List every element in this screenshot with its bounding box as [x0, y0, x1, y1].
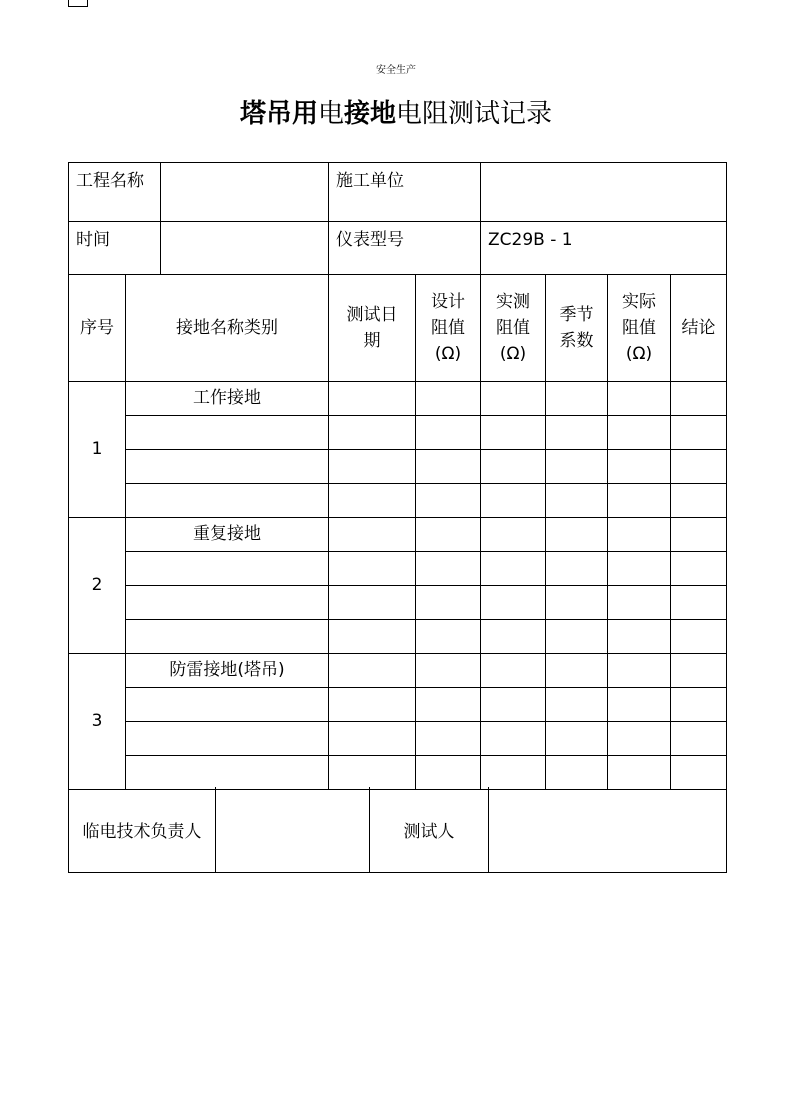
table-cell[interactable]	[126, 416, 329, 450]
table-cell[interactable]	[608, 756, 671, 790]
model-label: 仪表型号	[329, 222, 481, 275]
table-cell[interactable]	[481, 722, 546, 756]
table-cell[interactable]	[671, 756, 727, 790]
table-cell[interactable]	[481, 416, 546, 450]
table-cell[interactable]	[608, 518, 671, 552]
table-cell[interactable]	[671, 450, 727, 484]
table-row	[69, 586, 727, 620]
document-title	[0, 93, 792, 130]
table-cell[interactable]	[416, 586, 481, 620]
corner-box	[68, 0, 88, 7]
table-cell[interactable]	[546, 552, 608, 586]
table-cell[interactable]	[329, 722, 416, 756]
manager-label: 临电技术负责人	[69, 787, 216, 872]
table-cell[interactable]	[481, 688, 546, 722]
table-row	[69, 620, 727, 654]
table-cell[interactable]	[416, 552, 481, 586]
table-cell[interactable]	[329, 688, 416, 722]
manager-value[interactable]	[216, 787, 370, 872]
signature-table	[68, 787, 727, 873]
table-cell[interactable]	[671, 722, 727, 756]
table-cell[interactable]	[126, 586, 329, 620]
table-row	[69, 416, 727, 450]
project-label: 工程名称	[69, 163, 161, 222]
table-cell[interactable]	[126, 450, 329, 484]
group-1-seq: 1	[69, 382, 126, 518]
table-cell[interactable]	[416, 450, 481, 484]
table-cell[interactable]	[481, 586, 546, 620]
time-value[interactable]	[161, 222, 329, 275]
table-cell[interactable]	[329, 450, 416, 484]
table-cell[interactable]	[481, 518, 546, 552]
col-design-value-header: 设计阻值(Ω)	[416, 275, 481, 382]
table-cell[interactable]	[481, 450, 546, 484]
table-cell[interactable]	[608, 416, 671, 450]
table-row	[69, 552, 727, 586]
table-cell[interactable]	[546, 382, 608, 416]
table-cell[interactable]	[671, 518, 727, 552]
table-cell[interactable]	[671, 382, 727, 416]
table-cell[interactable]	[671, 688, 727, 722]
table-row	[69, 688, 727, 722]
group-2-name: 重复接地	[126, 518, 329, 552]
table-cell[interactable]	[671, 586, 727, 620]
group-1-name: 工作接地	[126, 382, 329, 416]
table-cell[interactable]	[671, 484, 727, 518]
col-season-header: 季节系数	[546, 275, 608, 382]
table-cell[interactable]	[329, 620, 416, 654]
title-part-1: 塔吊用	[239, 99, 318, 129]
table-cell[interactable]	[481, 654, 546, 688]
table-cell[interactable]	[608, 620, 671, 654]
table-cell[interactable]	[416, 484, 481, 518]
table-cell[interactable]	[416, 688, 481, 722]
table-cell[interactable]	[481, 620, 546, 654]
table-cell[interactable]	[126, 484, 329, 518]
col-actual-value-header: 实际阻值(Ω)	[608, 275, 671, 382]
group-3-seq: 3	[69, 654, 126, 790]
table-cell[interactable]	[546, 722, 608, 756]
table-cell[interactable]	[329, 518, 416, 552]
table-cell[interactable]	[416, 654, 481, 688]
table-cell[interactable]	[416, 722, 481, 756]
table-cell[interactable]	[671, 416, 727, 450]
table-cell[interactable]	[671, 654, 727, 688]
table-cell[interactable]	[416, 416, 481, 450]
table-cell[interactable]	[126, 552, 329, 586]
table-cell[interactable]	[126, 756, 329, 790]
table-cell[interactable]	[671, 620, 727, 654]
table-row	[69, 722, 727, 756]
table-cell[interactable]	[608, 722, 671, 756]
record-table	[68, 162, 727, 790]
table-cell[interactable]	[329, 654, 416, 688]
col-test-date-header: 测试日期	[329, 275, 416, 382]
title-part-2: 电	[317, 99, 344, 129]
title-part-3: 接地	[343, 99, 396, 129]
table-cell[interactable]	[416, 756, 481, 790]
table-row	[69, 450, 727, 484]
table-cell[interactable]	[671, 552, 727, 586]
table-cell[interactable]	[608, 552, 671, 586]
table-cell[interactable]	[481, 484, 546, 518]
col-conclusion-header: 结论	[671, 275, 727, 382]
table-cell[interactable]	[329, 416, 416, 450]
header-text: 安全生产	[376, 65, 416, 76]
table-cell[interactable]	[481, 756, 546, 790]
table-cell[interactable]	[608, 484, 671, 518]
table-cell[interactable]	[481, 552, 546, 586]
title-part-5: 测试记录	[448, 99, 553, 129]
col-ground-type-header: 接地名称类别	[126, 275, 329, 382]
table-cell[interactable]	[608, 382, 671, 416]
table-cell[interactable]	[546, 586, 608, 620]
table-row	[69, 484, 727, 518]
model-value[interactable]: ZC29B - 1	[481, 222, 727, 275]
table-cell[interactable]	[608, 654, 671, 688]
project-value[interactable]	[161, 163, 329, 222]
table-cell[interactable]	[546, 484, 608, 518]
title-part-4: 电阻	[396, 99, 449, 129]
table-row	[69, 756, 727, 790]
col-measured-value-header: 实测阻值(Ω)	[481, 275, 546, 382]
table-cell[interactable]	[608, 450, 671, 484]
table-cell[interactable]	[329, 484, 416, 518]
unit-label: 施工单位	[329, 163, 481, 222]
table-cell[interactable]	[126, 722, 329, 756]
table-cell[interactable]	[546, 450, 608, 484]
tester-label: 测试人	[370, 787, 489, 872]
table-cell[interactable]	[329, 756, 416, 790]
group-2-seq: 2	[69, 518, 126, 654]
time-label: 时间	[69, 222, 161, 275]
table-cell[interactable]	[126, 688, 329, 722]
table-cell[interactable]	[416, 518, 481, 552]
tester-value[interactable]	[489, 787, 727, 872]
table-cell[interactable]	[416, 382, 481, 416]
table-cell[interactable]	[546, 654, 608, 688]
table-cell[interactable]	[546, 756, 608, 790]
table-cell[interactable]	[329, 552, 416, 586]
col-seq-header: 序号	[69, 275, 126, 382]
table-cell[interactable]	[416, 620, 481, 654]
table-cell[interactable]	[481, 382, 546, 416]
table-cell[interactable]	[329, 586, 416, 620]
table-cell[interactable]	[329, 382, 416, 416]
table-cell[interactable]	[608, 586, 671, 620]
table-cell[interactable]	[608, 688, 671, 722]
table-cell[interactable]	[126, 620, 329, 654]
unit-value[interactable]	[481, 163, 727, 222]
group-3-name: 防雷接地(塔吊)	[126, 654, 329, 688]
table-cell[interactable]	[546, 416, 608, 450]
table-cell[interactable]	[546, 688, 608, 722]
table-cell[interactable]	[546, 620, 608, 654]
table-cell[interactable]	[546, 518, 608, 552]
